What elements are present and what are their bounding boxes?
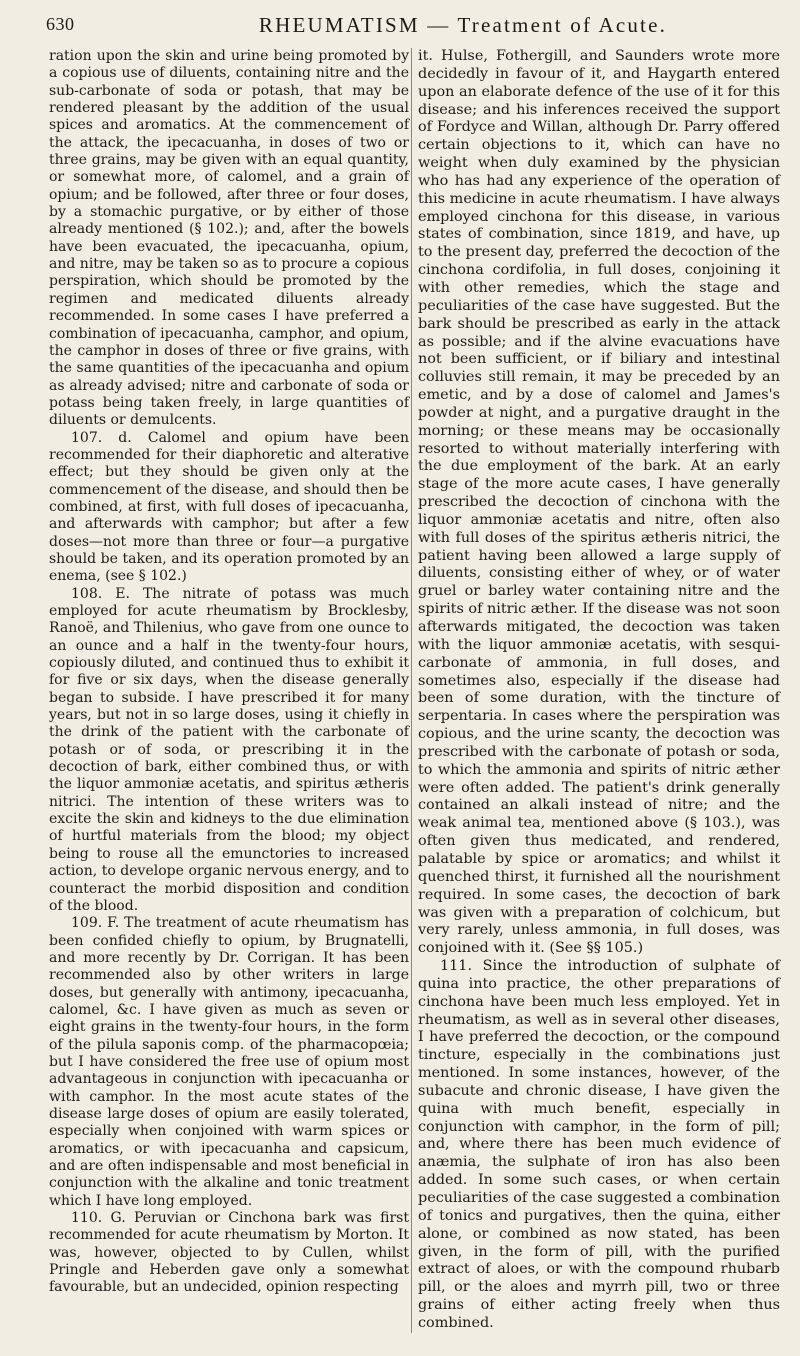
paragraph: 109. F. The treatment of acute rheumatism has been confided chiefly to opium, by Brugnatelli, and more recently by Dr. Corrigan. It has been recommended also by other writers in large doses, but generally with antimony, ipecacuanha, calomel, &c. I have given as much as seven or eight grains in the twenty-four hours, in the form of the pilula saponis comp. of the pharmacopœia; but I have considered the free use of opium most advantageous in conjunction with ipecacuanha or with camphor. In the most acute states of the disease large doses of opium are easily tolerated, especially when conjoined with warm spices or aromatics, or with ipecacuanha and capsicum, and are often indispensable and most beneficial in conjunction with the alkaline and tonic treatment which I have long employed.: [49, 915, 409, 1209]
left-column: [49, 48, 409, 1297]
paragraph: 107. d. Calomel and opium have been recommended for their diaphoretic and alterative effect; but they should be given only at the commencement of the disease, and should then be combined, at first, with full doses of ipecacuanha, and afterwards with camphor; but after a few doses—not more than three or four—a purgative should be taken, and its operation promoted by an enema, (see § 102.): [49, 429, 409, 585]
running-header: [46, 8, 770, 38]
paragraph: 111. Since the introduction of sulphate of quina into practice, the other preparations of cinchona have been much less employed. Yet in rheumatism, as well as in several other diseases, I have preferred the decoction, or the compound tincture, especially in the combinations just mentioned. In some instances, however, of the subacute and chronic disease, I have given the quina with much benefit, especially in conjunction with camphor, in the form of pill; and, where there has been much evidence of anæmia, the sulphate of iron has also been added. In some such cases, or when certain peculiarities of the case suggested a combination of tonics and purgatives, then the quina, either alone, or combined as now stated, has been given, in the form of pill, with the purified extract of aloes, or with the compound rhubarb pill, or the aloes and myrrh pill, two or three grains of either acting freely when thus combined.: [418, 958, 780, 1331]
page-number: 630: [46, 14, 75, 34]
paragraph: ration upon the skin and urine being promoted by a copious use of diluents, containing nitre and the sub-carbonate of soda or potash, that may be rendered pleasant by the addition of the usual spices and aromatics. At the commencement of the attack, the ipecacuanha, in doses of two or three grains, may be given with an equal quantity, or somewhat more, of calomel, and a grain of opium; and be followed, after three or four doses, by a stomachic purgative, or by either of those already mentioned (§ 102.); and, after the bowels have been evacuated, the ipecacuanha, opium, and nitre, may be taken so as to procure a copious perspiration, which should be promoted by the regimen and medicated diluents already recommended. In some cases I have preferred a combination of ipecacuanha, camphor, and opium, the camphor in doses of three or five grains, with the same quantities of the ipecacuanha and opium as already advised; nitre and carbonate of soda or potass being taken freely, in large quantities of diluents or demulcents.: [49, 48, 409, 429]
right-column: [411, 48, 780, 1333]
running-title: RHEUMATISM — Treatment of Acute.: [258, 13, 668, 37]
paragraph: 110. G. Peruvian or Cinchona bark was first recommended for acute rheumatism by Morton. It was, however, objected to by Cullen, whilst Pringle and Heberden gave only a somewhat favourable, but an undecided, opinion respecting: [49, 1210, 409, 1296]
paragraph: 108. E. The nitrate of potass was much employed for acute rheumatism by Brocklesby, Ranoë, and Thilenius, who gave from one ounce to an ounce and a half in the twenty-four hours, copiously diluted, and continued thus to exhibit it for five or six days, when the disease generally began to subside. I have prescribed it for many years, but not in so large doses, using it chiefly in the drink of the patient with the carbonate of potash or of soda, or prescribing it in the decoction of bark, either combined thus, or with the liquor ammoniæ acetatis, and spiritus ætheris nitrici. The intention of these writers was to excite the skin and kidneys to the due elimination of hurtful materials from the blood; my object being to rouse all the emunctories to increased action, to develope organic nervous energy, and to counteract the morbid disposition and condition of the blood.: [49, 585, 409, 914]
paragraph: it. Hulse, Fothergill, and Saunders wrote more decidedly in favour of it, and Haygarth entered upon an elaborate defence of the use of it for this disease; and his inferences received the support of Fordyce and Willan, although Dr. Parry offered certain objections to it, which can have no weight when duly examined by the physician who has had any experience of the operation of this medicine in acute rheumatism. I have always employed cinchona for this disease, in various states of combination, since 1819, and have, up to the present day, preferred the decoction of the cinchona cordifolia, in full doses, conjoining it with other remedies, which the stage and peculiarities of the case have suggested. But the bark should be prescribed as early in the attack as possible; and if the alvine evacuations have not been sufficient, or if biliary and intestinal colluvies still remain, it may be preceded by an emetic, and by a dose of calomel and James's powder at night, and a purgative draught in the morning; or these means may be occasionally resorted to without materially interfering with the due employment of the bark. At an early stage of the more acute cases, I have generally prescribed the decoction of cinchona with the liquor ammoniæ acetatis and nitre, often also with full doses of the spiritus ætheris nitrici, the patient having been allowed a large supply of diluents, consisting either of whey, or of water gruel or barley water containing nitre and the spirits of nitric æther. If the disease was not soon afterwards mitigated, the decoction was taken with the liquor ammoniæ acetatis, with sesqui-carbonate of ammonia, in full doses, and sometimes also, especially if the disease had been of some duration, with the tincture of serpentaria. In cases where the perspiration was copious, and the urine scanty, the decoction was prescribed with the carbonate of potash or soda, to which the ammonia and spirits of nitric æther were often added. The patient's drink generally contained an alkali instead of nitre; and the weak animal tea, mentioned above (§ 103.), was often given thus medicated, and rendered, palatable by spice or aromatics; and whilst it quenched thirst, it furnished all the nourishment required. In some cases, the decoction of bark was given with a preparation of colchicum, but very rarely, unless ammonia, in full doses, was conjoined with it. (See §§ 105.): [418, 48, 780, 957]
